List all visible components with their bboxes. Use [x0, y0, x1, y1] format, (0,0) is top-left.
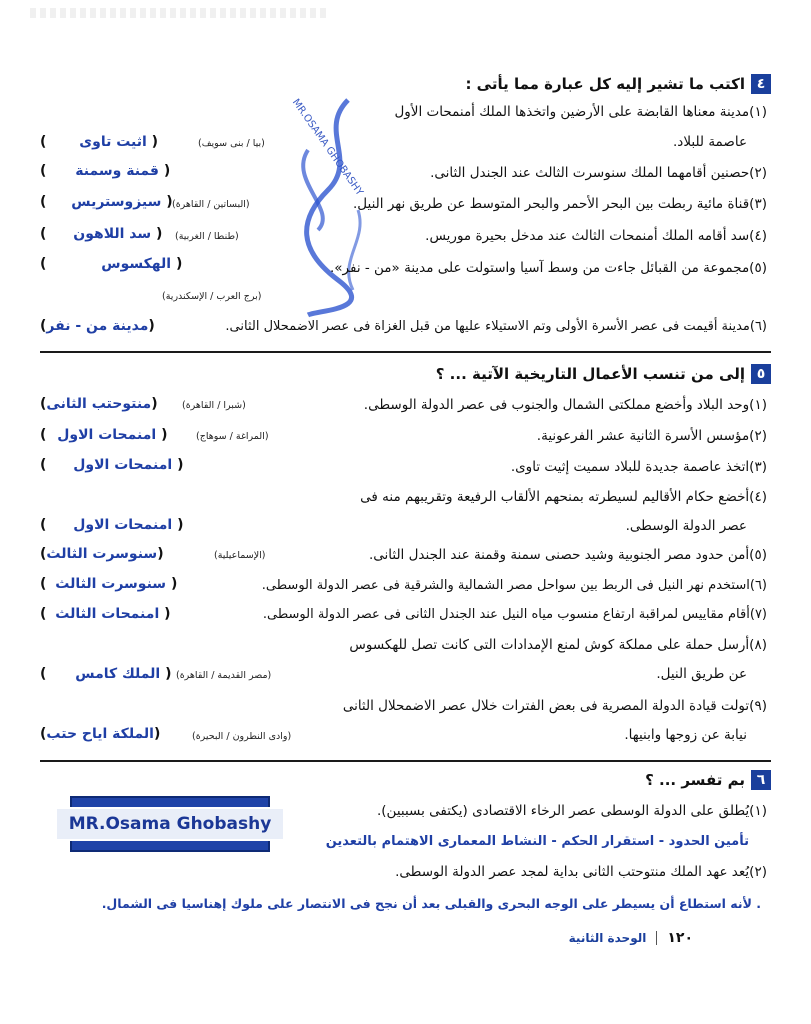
page-number: ١٢٠	[667, 930, 693, 946]
question-4-1-line2: عاصمة للبلاد.	[673, 134, 747, 150]
answer-4-4: ( سد اللاهون )	[40, 226, 163, 242]
section-5-title: إلى من تنسب الأعمال التاريخية الآتية ... ؟	[435, 365, 745, 383]
answer-5-6: ( سنوسرت الثالث )	[40, 576, 178, 592]
question-6-1: (١)يُطلق على الدولة الوسطى عصر الرخاء الاقتصادى (يكتفى بسببين).	[377, 803, 767, 819]
footer-divider	[656, 931, 657, 945]
question-4-6: (٦)مدينة أقيمت فى عصر الأسرة الأولى وتم الاستيلاء عليها من قبل الغزاة فى عصر الاضمحلال الثانى.	[225, 319, 767, 334]
answer-5-3: ( امنمحات الاول )	[40, 457, 184, 473]
section-4-number: ٤	[751, 74, 771, 94]
answer-4-6: (مدينة من - نفر)	[40, 318, 155, 334]
unit-label: الوحدة الثانية	[568, 931, 647, 945]
question-4-4: (٤)سد أقامه الملك أمنمحات الثالث عند مدخل بحيرة موريس.	[425, 228, 767, 244]
answer-6-1: تأمين الحدود - استقرار الحكم - النشاط المعمارى الاهتمام بالتعدين	[325, 834, 749, 849]
answer-5-4: ( امنمحات الاول )	[40, 517, 184, 533]
scan-artifact	[30, 8, 330, 18]
question-4-3: (٣)قناة مائية ربطت بين البحر الأحمر والبحر المتوسط عن طريق نهر النيل.	[353, 196, 767, 212]
question-5-2-place: (المراغة / سوهاج)	[196, 431, 269, 442]
question-5-5: (٥)أمن حدود مصر الجنوبية وشيد حصنى سمنة وقمنة عند الجندل الثانى.	[368, 547, 767, 563]
section-4-header	[465, 72, 771, 96]
question-5-2: (٢)مؤسس الأسرة الثانية عشر الفرعونية.	[536, 428, 767, 444]
question-5-8-line1: (٨)أرسل حملة على مملكة كوش لمنع الإمدادات التى كانت تصل للهكسوس	[349, 637, 767, 653]
section-6-header	[645, 768, 771, 792]
question-5-3: (٣)اتخذ عاصمة جديدة للبلاد سميت إثيت تاوى.	[510, 459, 767, 475]
answer-5-8: ( الملك كامس )	[40, 666, 172, 682]
section-4-title: اكتب ما تشير إليه كل عبارة مما يأتى :	[465, 75, 745, 93]
question-5-4-line2: عصر الدولة الوسطى.	[625, 518, 747, 534]
section-divider-1	[40, 351, 771, 353]
section-divider-2	[40, 760, 771, 762]
question-5-4-line1: (٤)أخضع حكام الأقاليم لسيطرته بمنحهم الألقاب الرفيعة وتقريبهم منه فى	[360, 489, 767, 505]
section-6-title: بم تفسر ... ؟	[645, 771, 745, 789]
question-4-2: (٢)حصنين أقامهما الملك سنوسرت الثالث عند الجندل الثانى.	[430, 165, 767, 181]
question-4-3-place: (البساتين / القاهرة)	[172, 199, 250, 210]
question-4-4-place: (طنطا / الغربية)	[175, 231, 239, 242]
section-5-header	[436, 362, 771, 386]
teacher-stamp	[70, 796, 270, 852]
answer-5-1: (منتوحتب الثانى)	[40, 396, 158, 412]
answer-5-9: (الملكة اياح حتب)	[40, 726, 161, 742]
question-5-7: (٧)أقام مقاييس لمراقبة ارتفاع منسوب مياه النيل عند الجندل الثانى فى عصر الدولة الوسطى.	[262, 607, 767, 622]
question-4-5: (٥)مجموعة من القبائل جاءت من وسط آسيا واستولت على مدينة «من - نفر».	[329, 260, 767, 276]
question-4-1-place: (بيا / بنى سويف)	[198, 138, 265, 149]
answer-5-2: ( امنمحات الاول )	[40, 427, 168, 443]
watermark-text: MR.OSAMA GHOBASHY	[289, 97, 365, 198]
question-4-1-line1: (١)مدينة معناها القابضة على الأرضين واتخذها الملك أمنمحات الأول	[394, 104, 767, 120]
question-5-1: (١)وحد البلاد وأخضع مملكتى الشمال والجنوب فى عصر الدولة الوسطى.	[363, 397, 767, 413]
page-footer	[569, 930, 693, 946]
answer-4-3: ( سيزوستريس )	[40, 194, 173, 210]
question-6-2: (٢)يُعد عهد الملك منتوحتب الثانى بداية لمجد عصر الدولة الوسطى.	[395, 864, 767, 880]
question-5-8-line2: عن طريق النيل.	[656, 666, 747, 682]
answer-6-2: . لأنه استطاع أن يسيطر على الوجه البحرى والقبلى بعد أن نجح فى الانتصار على ملوك إهناسيا فى الشمال.	[101, 896, 761, 911]
question-5-9-line1: (٩)تولت قيادة الدولة المصرية فى بعض الفترات خلال عصر الاضمحلال الثانى	[342, 698, 767, 714]
answer-4-2: ( قمنة وسمنة )	[40, 163, 171, 179]
question-5-9-place: (وادى النطرون / البحيرة)	[192, 731, 292, 742]
answer-4-1: ( اثيت تاوى )	[40, 134, 159, 150]
stamp-text: MR.Osama Ghobashy	[55, 807, 286, 841]
answer-5-5: (سنوسرت الثالث)	[40, 546, 164, 562]
question-5-5-place: (الإسماعيلية)	[214, 550, 266, 561]
section-5-number: ٥	[751, 364, 771, 384]
question-5-6: (٦)استخدم نهر النيل فى الربط بين سواحل مصر الشمالية والشرقية فى عصر الدولة الوسطى.	[261, 578, 767, 593]
answer-4-5: ( الهكسوس )	[40, 256, 183, 272]
question-5-1-place: (شبرا / القاهرة)	[182, 400, 246, 411]
answer-5-7: ( امنمحات الثالث )	[40, 606, 171, 622]
section-6-number: ٦	[751, 770, 771, 790]
question-5-9-line2: نيابة عن زوجها وابنيها.	[624, 727, 747, 743]
question-5-8-place: (مصر القديمة / القاهرة)	[176, 670, 272, 681]
question-4-5-place: (برج العرب / الإسكندرية)	[162, 291, 262, 302]
